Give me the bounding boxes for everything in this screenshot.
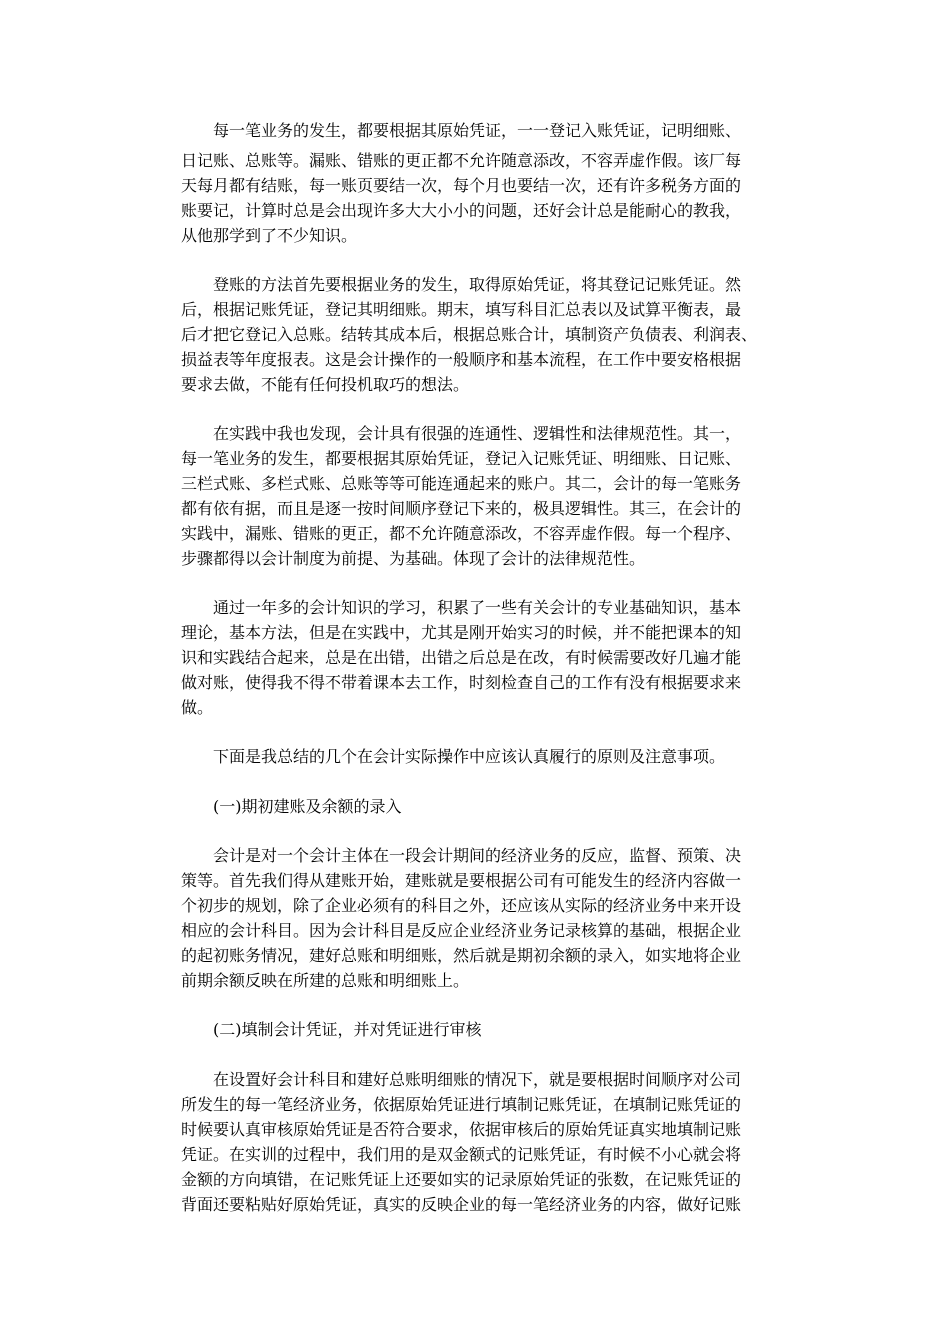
text-line: 前期余额反映在所建的总账和明细账上。 [181,971,470,990]
text-line: 理论，基本方法，但是在实践中，尤其是刚开始实习的时候，并不能把课本的知 [181,623,742,642]
text-line: 日记账、总账等。漏账、错账的更正都不允许随意添改，不容弄虚作假。该厂每 [181,151,742,170]
text-line: 后才把它登记入总账。结转其成本后，根据总账合计，填制资产负债表、利润表、 [181,325,758,344]
text-line: 的起初账务情况，建好总账和明细账，然后就是期初余额的录入，如实地将企业 [181,946,742,965]
text-line: 下面是我总结的几个在会计实际操作中应该认真履行的原则及注意事项。 [213,747,726,766]
text-line: 背面还要粘贴好原始凭证，真实的反映企业的每一笔经济业务的内容，做好记账 [181,1195,742,1214]
text-line: 从他那学到了不少知识。 [181,226,358,245]
text-line: 做对账，使得我不得不带着课本去工作，时刻检查自己的工作有没有根据要求来 [181,673,742,692]
text-line: 要求去做，不能有任何投机取巧的想法。 [181,375,470,394]
text-line: 实践中，漏账、错账的更正，都不允许随意添改，不容弄虚作假。每一个程序、 [181,524,742,543]
text-line: 通过一年多的会计知识的学习，积累了一些有关会计的专业基础知识，基本 [213,598,742,617]
text-line: 步骤都得以会计制度为前提、为基础。体现了会计的法律规范性。 [181,549,646,568]
text-line: 做。 [181,698,214,717]
text-line: 在实践中我也发现，会计具有很强的连通性、逻辑性和法律规范性。其一， [213,424,742,443]
text-line: 相应的会计科目。因为会计科目是反应企业经济业务记录核算的基础，根据企业 [181,921,742,940]
text-line: 三栏式账、多栏式账、总账等等可能连通起来的账户。其二，会计的每一笔账务 [181,474,742,493]
text-line: 都有依有据，而且是逐一按时间顺序登记下来的，极具逻辑性。其三，在会计的 [181,499,742,518]
text-line: 每一笔业务的发生，都要根据其原始凭证，登记入记账凭证、明细账、日记账、 [181,449,742,468]
text-line: 在设置好会计科目和建好总账明细账的情况下，就是要根据时间顺序对公司 [213,1070,742,1089]
text-line: 金额的方向填错，在记账凭证上还要如实的记录原始凭证的张数，在记账凭证的 [181,1170,742,1189]
text-line: 时候要认真审核原始凭证是否符合要求，依据审核后的原始凭证真实地填制记账 [181,1120,742,1139]
text-line: 天每月都有结账，每一账页要结一次，每个月也要结一次，还有许多税务方面的 [181,176,742,195]
text-line: 登账的方法首先要根据业务的发生，取得原始凭证，将其登记记账凭证。然 [213,275,742,294]
text-line: 策等。首先我们得从建账开始，建账就是要根据公司有可能发生的经济内容做一 [181,871,742,890]
text-line: 后，根据记账凭证，登记其明细账。期末，填写科目汇总表以及试算平衡表，最 [181,300,742,319]
text-line: 凭证。在实训的过程中，我们用的是双金额式的记账凭证，有时候不小心就会将 [181,1145,742,1164]
text-line: 账要记，计算时总是会出现许多大大小小的问题，还好会计总是能耐心的教我， [181,201,742,220]
text-line: 会计是对一个会计主体在一段会计期间的经济业务的反应，监督、预策、决 [213,846,742,865]
text-line: 损益表等年度报表。这是会计操作的一般顺序和基本流程，在工作中要安格根据 [181,350,742,369]
text-line: 所发生的每一笔经济业务，依据原始凭证进行填制记账凭证，在填制记账凭证的 [181,1095,742,1114]
text-line: 识和实践结合起来，总是在出错，出错之后总是在改，有时候需要改好几遍才能 [181,648,742,667]
section-heading: (二)填制会计凭证，并对凭证进行审核 [213,1020,482,1039]
section-heading: (一)期初建账及余额的录入 [213,797,402,816]
text-line: 每一笔业务的发生，都要根据其原始凭证，一一登记入账凭证，记明细账、 [213,121,742,140]
text-line: 个初步的规划，除了企业必须有的科目之外，还应该从实际的经济业务中来开设 [181,896,742,915]
